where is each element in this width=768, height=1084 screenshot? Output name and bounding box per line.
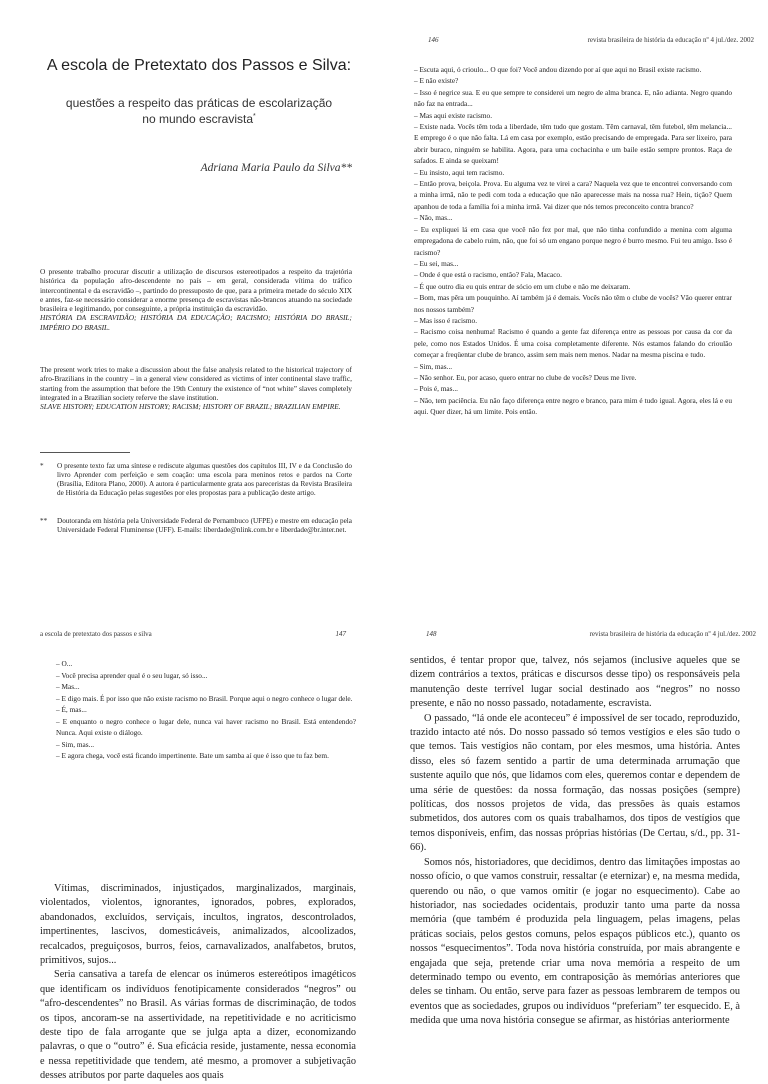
subtitle-footnote-mark: * (253, 113, 256, 120)
dialogue-line: – Bom, mas pêra um pouquinho. Aí também já é demais. Vocês não têm o clube de vocês? Vão querer entrar nos nossos também? (414, 293, 732, 314)
article-title: A escola de Pretextato dos Passos e Silva: (46, 57, 352, 74)
dialogue-line: – Sim, mas... (56, 739, 95, 749)
dialogue-line: – Você precisa aprender qual é o seu lugar, só isso... (56, 670, 208, 680)
footnote-1-text: O presente texto faz uma síntese e rediscute algumas questões dos capítulos III, IV e da Conclusão do livro Aprender com perfeição e sem coação: uma escola para meninos retos e pardos na Corte (Brasília, Editora Plano, 2000). A autora é particularmente grata aos pareceristas da Revista Brasileira de História da Educação pelas sugestões por eles propostas para a publicação deste artigo. (57, 462, 352, 497)
dialogue-line: – Eu sei, mas... (414, 258, 459, 268)
dialogue-line: – E não existe? (414, 76, 459, 86)
article-subtitle (60, 96, 338, 126)
page-number: 147 (335, 630, 346, 638)
abstract-pt-text: O presente trabalho procurar discutir a utilização de discursos estereotipados a respeito da trajetória histórica da população afro-descendente no país – em geral, considerada vítima do tráfico intercontinental e da escravidão –, partindo do pressuposto de que, para a primeira metade do século XIX e antes, faz-se necessário considerar a enorme presença de escravistas não-brancos atuando na sociedade brasileira e legitimando, por conseguinte, a própria instituição da escravidão. (40, 267, 352, 314)
paragraph: O passado, “lá onde ele aconteceu” é impossível de ser tocado, reproduzido, trazido intacto até nós. Do nosso passado só temos vestígios e eles são tudo o que temos. Tais vestígios não contam, por eles mesmos, uma história. Antes disso, eles só fazem sentido a partir de uma determinada arrumação que sustente aquilo que nós, que lidamos com eles, queremos contar e dependem de uma série de questões: da nossa formação, das nossas posições (sempre) políticas, dos nossos projetos de vida, das pressões às quais estamos submetidos, dos autores com os quais trabalhamos, dos tipos de vestígios que temos disponíveis, enfim, das nossas próprias histórias (De Certau, s/d., pp. 31-66). (410, 712, 740, 854)
running-header: revista brasileira de história da educação nº 4 jul./dez. 2002 (589, 630, 756, 638)
keywords-en: SLAVE HISTORY; EDUCATION HISTORY; RACISM; HISTORY OF BRAZIL; BRAZILIAN EMPIRE. (40, 402, 341, 412)
page-146-right (384, 0, 768, 512)
dialogue-line: – É que outro dia eu quis entrar de sócio em um clube e não me deixaram. (414, 281, 631, 291)
dialogue-line: – Mas isso é racismo. (414, 315, 478, 325)
paragraph: Vítimas, discriminados, injustiçados, marginalizados, marginais, violentados, violentos, ignorantes, ignorados, pobres, explorados, abandonados, excluídos, serviçais, incultos, ingratos, descontrolados, impertinentes, lascivos, domesticáveis, animalizados, alcoolizados, recalcados, preguiçosos, burros, feios, carnavalizados, analfabetos, brutos, primitivos, sujos... (40, 883, 356, 967)
abstract-english (40, 365, 352, 411)
abstract-en-text: The present work tries to make a discussion about the false analysis related to the historical trajectory of afro-Brazilians in the country – in a general view considered as victims of inter continental slave traffic, starting from the assumption that before the 19th Century the existence of “not white” slaves completely integrated in a Brazilian society referve the slave institution. (40, 365, 352, 402)
dialogue-line: – Isso é negrice sua. E eu que sempre te considerei um negro de alma branca. E, não adianta. Negro quando não faz na entrada... (414, 87, 732, 109)
footnote-2-text: Doutoranda em história pela Universidade Federal de Pernambuco (UFPE) e mestre em educação pela Universidade Federal Fluminense (UFF). E-mails: liberdade@nlink.com.br e liberdade@br.inter.net. (57, 517, 352, 534)
dialogue-line: – Eu expliquei lá em casa que você não fez por mal, que não tinha confundido a menina com alguma empregadona de cabelo ruim, não, que foi só um engano porque negro é burro mesmo. Fui teu amigo. Isso é racismo? (414, 224, 732, 257)
dialogue-line: – Sim, mas... (414, 361, 453, 371)
body-text (410, 654, 740, 1029)
footnote-rule (40, 452, 130, 453)
page-148 (384, 512, 768, 1027)
article-author: Adriana Maria Paulo da Silva** (200, 162, 352, 174)
page-147 (0, 512, 384, 1082)
paragraph: Somos nós, historiadores, que decidimos, dentro das limitações impostas ao nosso ofício, o que vamos construir, ressaltar (e eternizar) e, na mesma medida, querendo ou não, o que vamos omitir (e jogar no esquecimento). Cabe ao historiador, nas sociedades ocidentais, produzir tanto uma parte da nossa memória (que também é produzida pela linguagem, pelas imagens, pelas práticas sociais, pelos gestos comuns, pelos espaços públicos etc.), quanto os nossos “esquecimentos”. Toda nova história construída, por mais abrangente e engajada que seja, pretende criar uma nova memória a respeito de um determinado tempo ou evento, em contraposição às memórias anteriores que deles se tinham. Ou então, serve para fazer as pessoas lembrarem de tempos ou eventos que as sociedades, grupos ou indivíduos “preferiam” ter esquecido. E, à medida que uma nova história consegue se afirmar, as histórias anteriormente (410, 856, 740, 1027)
dialogue-line: – Eu insisto, aqui tem racismo. (414, 167, 505, 177)
dialogue-line: – Não senhor. Eu, por acaso, quero entrar no clube de vocês? Deus me livre. (414, 372, 637, 382)
dialogue-line: – O... (56, 659, 73, 668)
dialogue-line: – E agora chega, você está ficando impertinente. Bate um samba aí que é isso que tu faz bem. (56, 751, 329, 760)
abstract-portuguese (40, 267, 352, 332)
dialogue-line: – Existe nada. Vocês têm toda a liberdade, têm tudo que gostam. Têm carnaval, têm futebol, têm melancia... E emprego é o que não falta. Lá em casa por exemplo, estão precisando de empregada. Para ser lixeiro, para abrir buraco, ninguém se habilita. Agora, para uma cochacinha e um baile estão sempre prontos. Raça de safados. E ainda se queixam! (414, 122, 732, 166)
dialogue-line: – Mas aqui existe racismo. (414, 110, 493, 120)
dialogue-line: – Mas... (56, 682, 80, 691)
page-number: 146 (428, 36, 439, 44)
dialogue-line: – Não, tem paciência. Eu não faço diferença entre negro e branco, para mim é tudo igual. Agora, eles lá e eu aqui. Quer dizer, há um limite. Pois então. (414, 395, 732, 417)
dialogue-line: – Onde é que está o racismo, então? Fala, Macaco. (414, 270, 562, 280)
keywords-pt: HISTÓRIA DA ESCRAVIDÃO; HISTÓRIA DA EDUCAÇÃO; RACISMO; HISTÓRIA DO BRASIL; IMPÉRIO DO BRASIL. (40, 313, 352, 332)
dialogue-line: – E enquanto o negro conhece o lugar dele, nunca vai haver racismo no Brasil. Está entendendo? Nunca. Aqui existe o diálogo. (56, 716, 356, 737)
paragraph: sentidos, é tentar propor que, talvez, nós sejamos (inclusive aqueles que se dizem contrários a textos, práticas e discursos desse tipo) os responsáveis pela manutenção deste terrível lugar social destinado aos “negros” no nosso presente, e não no nosso passado, notadamente, escravista. (410, 655, 740, 710)
page-146-left (0, 0, 384, 534)
running-header: revista brasileira de história da educação nº 4 jul./dez. 2002 (587, 36, 754, 44)
footnote-1 (40, 462, 352, 498)
dialogue-line: – Pois é, mas... (414, 384, 458, 394)
page-number: 148 (426, 630, 437, 638)
body-text (40, 882, 356, 1084)
dialogue-line: – É, mas... (56, 705, 87, 714)
dialogue-line: – Racismo coisa nenhuma! Racismo é quando a gente faz diferença entre as pessoas por causa da cor da pele, como nos Estados Unidos. É uma coisa completamente diferente. Nós estamos falando do crioulão começar a freqüentar clube de branco, assim sem mais nem menos. Nadar na mesma piscina e tudo. (414, 327, 732, 360)
dialogue-block (56, 658, 356, 762)
dialogue-line: – Então prova, beiçola. Prova. Eu alguma vez te virei a cara? Naquela vez que te encontrei conversando com a minha irmã, não te pedi com toda a educação que não aparecesse mais na nossa rua? Hein, tição? Quem apanhou de toda a família foi a minha irmã. Vai dizer que nós temos preconceito contra branco? (414, 179, 732, 211)
footnote-1-mark: * (40, 462, 44, 470)
footnote-2-mark: ** (40, 517, 48, 525)
dialogue-block (414, 64, 732, 418)
paragraph: Seria cansativa a tarefa de elencar os inúmeros estereótipos imagéticos que identificam os indivíduos fenotipicamente considerados “negros” ou “afro-descendentes” no Brasil. As várias formas de discriminação, de todos os tipos, ancoram-se na assertividade, na repetitividade e no acriticismo deste tipo de fala arrogante que se julga apta a dizer, economizando palavras, o que o “outro” é. Sua eficácia reside, justamente, nessa economia e nessa repetitividade que tendem, até mesmo, a promover a subjetivação desses atributos por parte daqueles aos quais (40, 969, 356, 1082)
article-subtitle-text: questões a respeito das práticas de escolarização no mundo escravista (65, 96, 333, 126)
dialogue-line: – Não, mas... (414, 213, 453, 223)
dialogue-line: – E digo mais. É por isso que não existe racismo no Brasil. Porque aqui o negro conhece o lugar dele. (56, 693, 353, 703)
running-header: a escola de pretextato dos passos e silva (40, 630, 152, 638)
dialogue-line: – Escuta aqui, ó crioulo... O que foi? Você andou dizendo por aí que aqui no Brasil existe racismo. (414, 65, 702, 74)
